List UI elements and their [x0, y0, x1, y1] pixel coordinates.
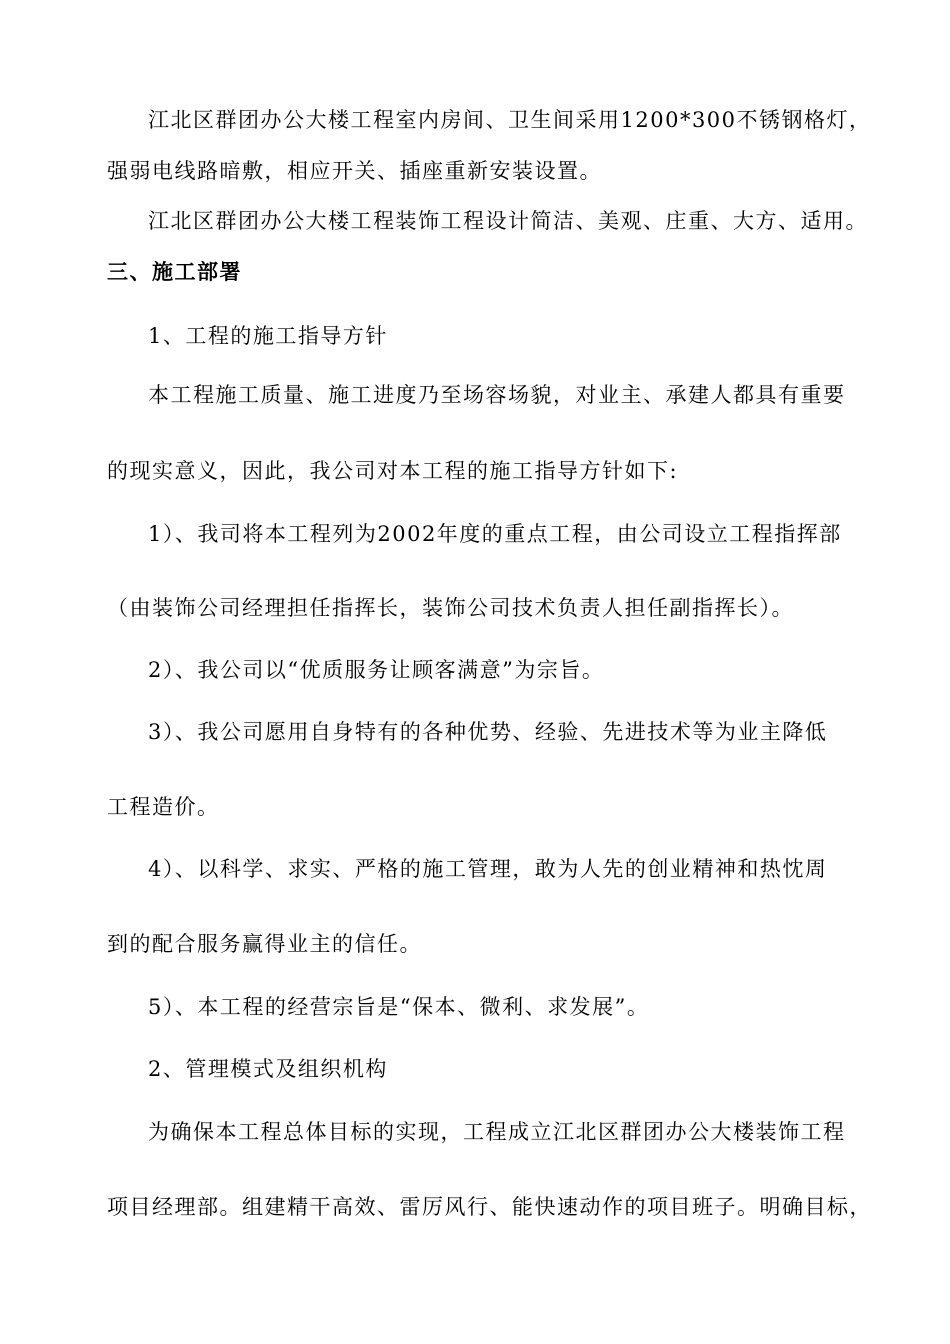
subsection-heading: 2、管理模式及组织机构: [148, 1057, 388, 1081]
list-item-line: 5）、本工程的经营宗旨是“保本、微利、求发展”。: [148, 995, 650, 1019]
section-heading: 三、施工部署: [107, 260, 242, 284]
list-item-line: （由装饰公司经理担任指挥长，装饰公司技术负责人担任副指挥长）。: [107, 596, 794, 620]
subsection-heading: 1、工程的施工指导方针: [148, 324, 388, 348]
paragraph-line: 项目经理部。组建精干高效、雷厉风行、能快速动作的项目班子。明确目标，: [107, 1195, 872, 1219]
list-item-line: 4）、以科学、求实、严格的施工管理，敢为人先的创业精神和热忱周: [148, 857, 828, 881]
paragraph-line: 的现实意义，因此，我公司对本工程的施工指导方针如下:: [107, 459, 679, 483]
paragraph-line: 为确保本工程总体目标的实现，工程成立江北区群团办公大楼装饰工程: [148, 1120, 846, 1144]
list-item-line: 工程造价。: [107, 795, 220, 819]
list-item-line: 到的配合服务赢得业主的信任。: [107, 932, 422, 956]
paragraph-line: 本工程施工质量、施工进度乃至场容场貌，对业主、承建人都具有重要: [148, 383, 846, 407]
paragraph-line: 强弱电线路暗敷，相应开关、插座重新安装设置。: [107, 159, 602, 183]
list-item-line: 2）、我公司以“优质服务让顾客满意”为宗旨。: [148, 658, 605, 682]
paragraph-line: 江北区群团办公大楼工程室内房间、卫生间采用1200*300不锈钢格灯，: [148, 108, 872, 132]
paragraph-line: 江北区群团办公大楼工程装饰工程设计简洁、美观、庄重、大方、适用。: [148, 209, 868, 233]
list-item-line: 1）、我司将本工程列为2002年度的重点工程，由公司设立工程指挥部: [148, 522, 842, 546]
list-item-line: 3）、我公司愿用自身特有的各种优势、经验、先进技术等为业主降低: [148, 720, 828, 744]
